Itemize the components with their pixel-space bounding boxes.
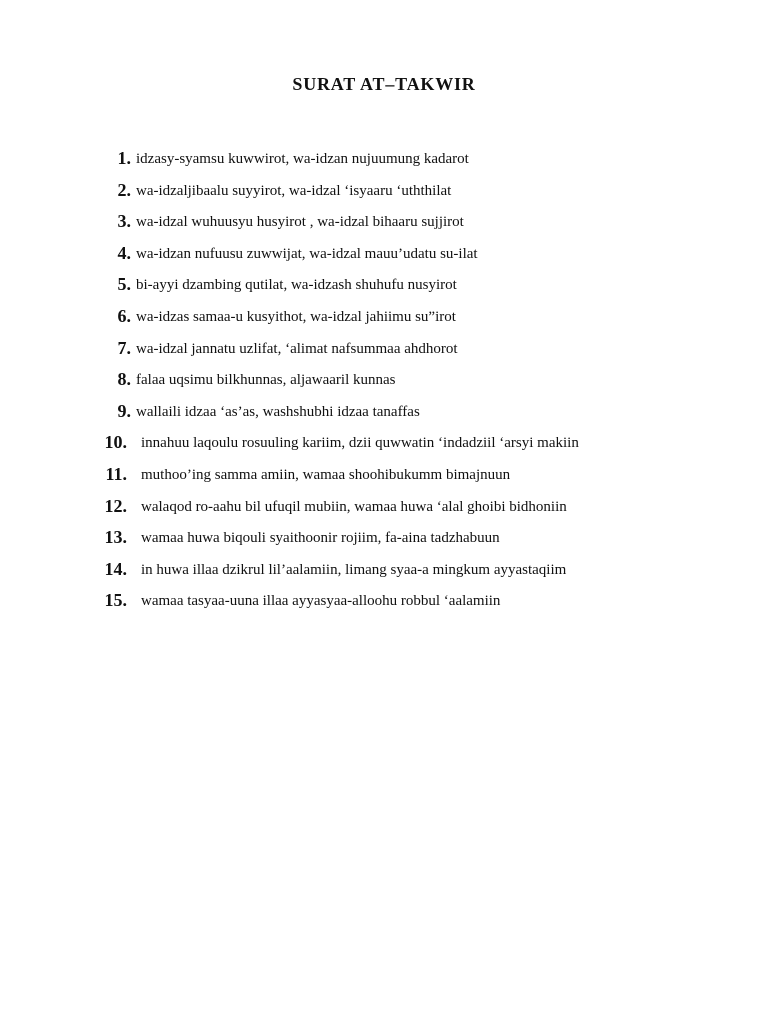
verse-text: in huwa illaa dzikrul lil’aalamiin, limang syaa-a mingkum ayyastaqiim — [141, 561, 567, 578]
verse-item — [0, 462, 511, 486]
verse-text: walaqod ro-aahu bil ufuqil mubiin, wamaa huwa ‘alal ghoibi bidhoniin — [141, 498, 567, 515]
verse-number: 13. — [104, 527, 127, 548]
verse-number: 2. — [117, 179, 131, 200]
verse-item — [0, 588, 501, 612]
verse-item — [0, 241, 478, 265]
verse-item — [0, 178, 452, 202]
verse-item — [0, 367, 396, 391]
verse-number: 4. — [117, 242, 131, 263]
verse-item — [0, 304, 456, 328]
page-title: SURAT AT–TAKWIR — [292, 74, 476, 94]
verse-number: 11. — [105, 464, 127, 484]
verse-item — [0, 557, 567, 581]
verse-text: wa-idzal jannatu uzlifat, ‘alimat nafsummaa ahdhorot — [136, 340, 458, 357]
verse-number: 14. — [104, 558, 127, 579]
verse-text: wamaa huwa biqouli syaithoonir rojiim, fa-aina tadzhabuun — [141, 530, 500, 547]
verse-number: 10. — [104, 432, 127, 453]
verse-text: wa-idzas samaa-u kusyithot, wa-idzal jahiimu su”irot — [136, 309, 456, 325]
verse-item — [0, 146, 469, 170]
verse-item — [0, 430, 579, 454]
verse-text: muthoo’ing samma amiin, wamaa shoohibukumm bimajnuun — [141, 467, 511, 483]
verse-number: 12. — [104, 495, 127, 516]
verse-text: bi-ayyi dzambing qutilat, wa-idzash shuhufu nusyirot — [136, 277, 457, 294]
verse-text: innahuu laqoulu rosuuling kariim, dzii quwwatin ‘indadziil ‘arsyi makiin — [141, 435, 579, 452]
verse-number: 8. — [117, 369, 131, 390]
verse-text: wallaili idzaa ‘as’as, washshubhi idzaa tanaffas — [136, 403, 420, 420]
verse-item — [0, 336, 458, 360]
verse-text: wa-idzaljibaalu suyyirot, wa-idzal ‘isyaaru ‘uththilat — [136, 182, 452, 199]
verse-item — [0, 272, 457, 296]
verse-number: 6. — [117, 306, 131, 326]
verse-item — [0, 525, 500, 549]
verse-text: wa-idzal wuhuusyu husyirot , wa-idzal bihaaru sujjirot — [136, 214, 464, 231]
verse-text: idzasy-syamsu kuwwirot, wa-idzan nujuumung kadarot — [136, 151, 469, 167]
verse-text: wamaa tasyaa-uuna illaa ayyasyaa-alloohu robbul ‘aalamiin — [141, 593, 501, 610]
verse-number: 9. — [117, 400, 131, 421]
verse-number: 7. — [117, 337, 131, 358]
verse-text: wa-idzan nufuusu zuwwijat, wa-idzal mauu’udatu su-ilat — [136, 245, 478, 262]
verse-number: 3. — [117, 211, 131, 232]
verse-number: 1. — [117, 148, 131, 168]
verse-item — [0, 209, 464, 233]
verse-number: 5. — [117, 274, 131, 295]
verse-item — [0, 494, 567, 518]
verse-text: falaa uqsimu bilkhunnas, aljawaaril kunnas — [136, 372, 396, 389]
verse-item — [0, 399, 420, 423]
verse-number: 15. — [104, 590, 127, 611]
